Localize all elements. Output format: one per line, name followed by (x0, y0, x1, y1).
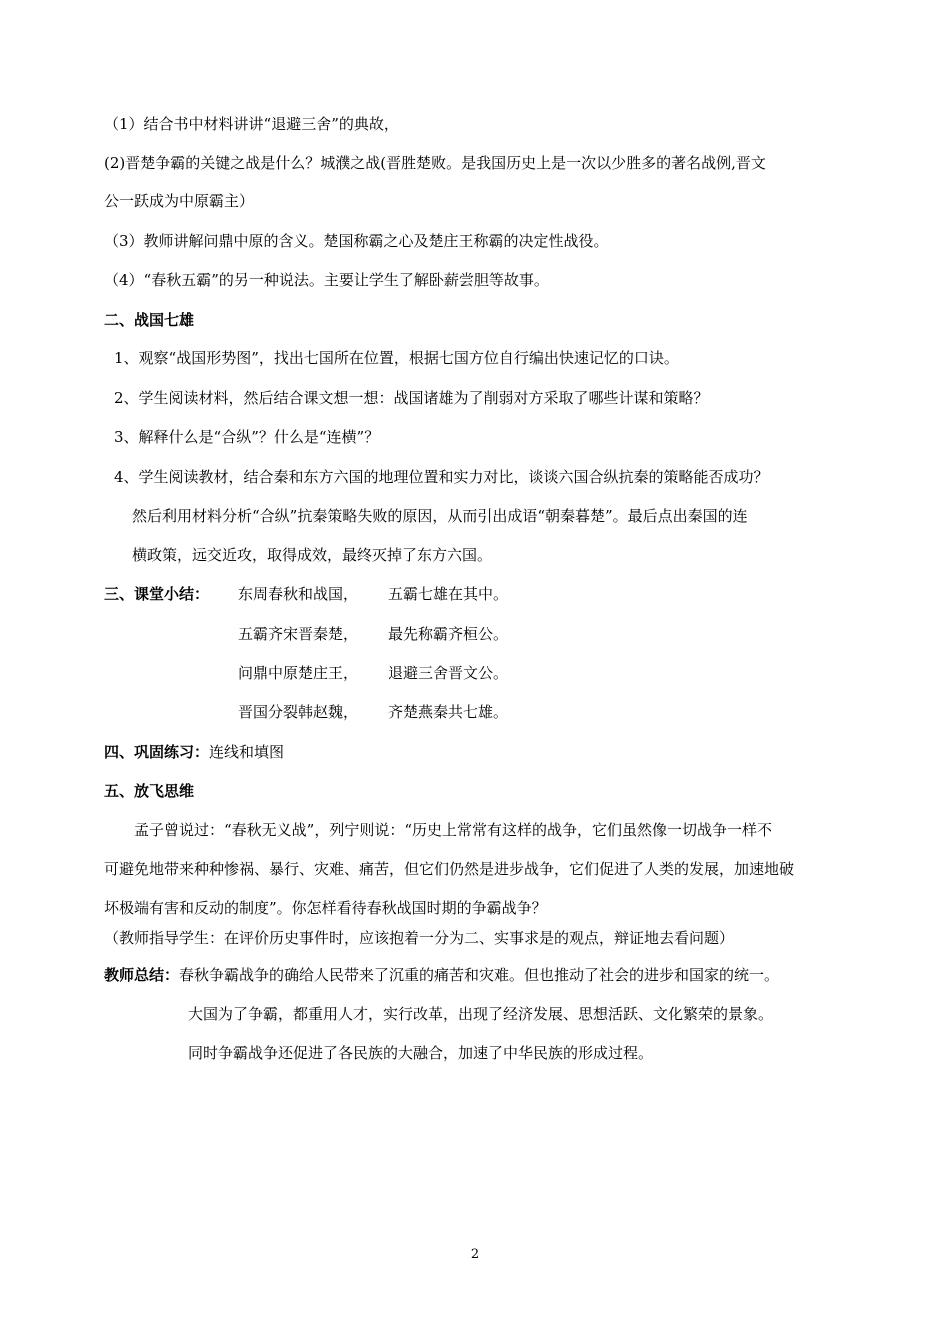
section-2-item-4: 4、学生阅读教材，结合秦和东方六国的地理位置和实力对比，谈谈六国合纵抗秦的策略能否成功？ (114, 468, 769, 486)
verse-2-part-b: 最先称霸齐桓公。 (388, 625, 509, 643)
verse-1-part-a: 东周春秋和战国， (238, 585, 359, 603)
page-number: 2 (470, 1247, 480, 1262)
teacher-summary-line1: 春秋争霸战争的确给人民带来了沉重的痛苦和灾难。但也推动了社会的进步和国家的统一。 (179, 966, 780, 984)
section-5-para-line3: 坏极端有害和反动的制度”。你怎样看待春秋战国时期的争霸战争？ (104, 899, 547, 917)
verse-2-part-a: 五霸齐宋晋秦楚， (238, 625, 359, 643)
teacher-summary-line3: 同时争霸战争还促进了各民族的大融合，加速了中华民族的形成过程。 (188, 1044, 654, 1062)
section-4-text: 连线和填图 (209, 743, 285, 761)
section-5-guide: （教师指导学生：在评价历史事件时，应该抱着一分为二、实事求是的观点，辩证地去看问题） (104, 929, 735, 947)
section-3-heading: 三、课堂小结： (104, 585, 210, 603)
verse-4-part-b: 齐楚燕秦共七雄。 (388, 703, 509, 721)
section-2-item-2: 2、学生阅读材料，然后结合课文想一想：战国诸雄为了削弱对方采取了哪些计谋和策略？ (114, 389, 709, 407)
item-2-text-line2: 公一跃成为中原霸主） (104, 192, 255, 210)
item-3-text: （3）教师讲解问鼎中原的含义。楚国称霸之心及楚庄王称霸的决定性战役。 (104, 232, 609, 250)
section-2-item-1: 1、观察“战国形势图”，找出七国所在位置，根据七国方位自行编出快速记忆的口诀。 (114, 349, 679, 367)
item-1-text: （1）结合书中材料讲讲“退避三舍”的典故， (104, 115, 399, 133)
section-2-item-3: 3、解释什么是“合纵”？什么是“连横”？ (114, 428, 380, 446)
verse-3-part-a: 问鼎中原楚庄王， (238, 664, 359, 682)
section-2-item-4-cont-1: 然后利用材料分析“合纵”抗秦策略失败的原因，从而引出成语“朝秦暮楚”。最后点出秦国的连 (132, 507, 748, 525)
section-2-heading: 二、战国七雄 (104, 311, 195, 329)
item-2-text-line1: (2)晋楚争霸的关键之战是什么？城濮之战(晋胜楚败。是我国历史上是一次以少胜多的著名战例,晋文 (104, 154, 766, 172)
verse-1-part-b: 五霸七雄在其中。 (388, 585, 509, 603)
teacher-summary-line2: 大国为了争霸，都重用人才，实行改革，出现了经济发展、思想活跃、文化繁荣的景象。 (188, 1005, 774, 1023)
section-5-para-line1: 孟子曾说过：“春秋无义战”，列宁则说：“历史上常常有这样的战争，它们虽然像一切战争一样不 (134, 821, 773, 839)
section-4-heading: 四、巩固练习： (104, 743, 210, 761)
section-2-item-4-cont-2: 横政策，远交近攻，取得成效，最终灭掉了东方六国。 (132, 546, 493, 564)
verse-4-part-a: 晋国分裂韩赵魏， (238, 703, 359, 721)
section-5-para-line2: 可避免地带来种种惨祸、暴行、灾难、痛苦，但它们仍然是进步战争，它们促进了人类的发展，加速地破 (104, 860, 795, 878)
item-4-text: （4）“春秋五霸”的另一种说法。主要让学生了解卧薪尝胆等故事。 (104, 271, 549, 289)
section-4-line (104, 742, 284, 762)
teacher-summary-line (104, 965, 779, 985)
verse-3-part-b: 退避三舍晋文公。 (388, 664, 509, 682)
section-5-heading: 五、放飞思维 (104, 782, 195, 800)
teacher-summary-label: 教师总结： (104, 966, 180, 984)
